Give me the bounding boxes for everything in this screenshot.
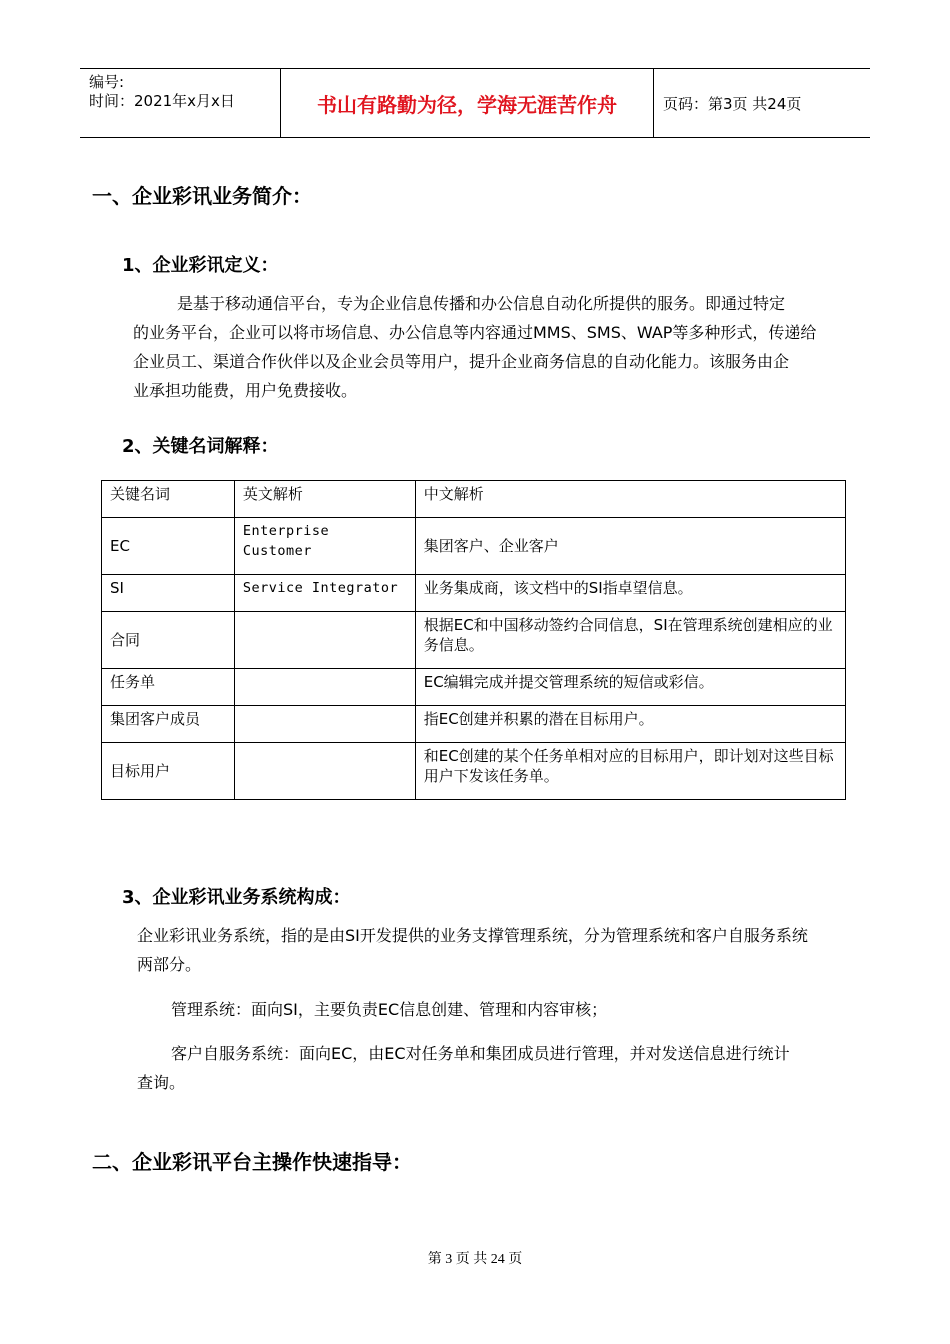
section1-title: 一、企业彩讯业务简介： <box>92 184 312 208</box>
serial-label: 编号: <box>89 73 125 91</box>
intro-line: 企业彩讯业务系统，指的是由SI开发提供的业务支撑管理系统，分为管理系统和客户自服务系统 <box>137 926 808 945</box>
definition-line: 企业员工、渠道合作伙伴以及企业会员等用户，提升企业商务信息的自动化能力。该服务由企 <box>133 352 790 371</box>
english-cell: Service Integrator <box>234 575 415 612</box>
table-row <box>102 518 846 575</box>
page-header <box>80 68 870 138</box>
column-header: 关键名词 <box>102 481 235 518</box>
term-cell: 任务单 <box>102 669 235 706</box>
sub1-title: 1、企业彩讯定义： <box>122 255 279 276</box>
management-system-text: 管理系统：面向SI，主要负责EC信息创建、管理和内容审核； <box>171 1000 608 1019</box>
term-cell: 目标用户 <box>102 743 235 800</box>
chinese-cell: 集团客户、企业客户 <box>415 518 845 575</box>
definition-line: 业承担功能费，用户免费接收。 <box>133 381 358 400</box>
column-header: 中文解析 <box>415 481 845 518</box>
system-intro <box>137 921 867 979</box>
table-header-row <box>102 481 846 518</box>
english-cell <box>234 669 415 706</box>
definition-paragraph <box>133 289 863 405</box>
chinese-cell: EC编辑完成并提交管理系统的短信或彩信。 <box>415 669 845 706</box>
table-row <box>102 575 846 612</box>
sub2-title: 2、关键名词解释： <box>122 436 279 457</box>
header-motto: 书山有路勤为径，学海无涯苦作舟 <box>281 69 654 137</box>
chinese-cell: 根据EC和中国移动签约合同信息，SI在管理系统创建相应的业务信息。 <box>415 612 845 669</box>
header-page-info: 页码：第3页 共24页 <box>663 94 802 113</box>
client-system-text <box>137 1039 867 1097</box>
table-row <box>102 612 846 669</box>
table-row <box>102 669 846 706</box>
english-cell: Enterprise Customer <box>234 518 415 575</box>
sub3-title: 3、企业彩讯业务系统构成： <box>122 887 351 908</box>
english-cell <box>234 706 415 743</box>
term-cell: 集团客户成员 <box>102 706 235 743</box>
definition-line: 是基于移动通信平台，专为企业信息传播和办公信息自动化所提供的服务。即通过特定 <box>177 294 786 313</box>
time-label: 时间：2021年x月x日 <box>89 92 235 110</box>
intro-line: 两部分。 <box>137 955 202 974</box>
table-row <box>102 706 846 743</box>
page-footer: 第 3 页 共 24 页 <box>427 1252 523 1267</box>
section2-title: 二、企业彩讯平台主操作快速指导： <box>92 1150 412 1174</box>
term-cell: 合同 <box>102 612 235 669</box>
chinese-cell: 和EC创建的某个任务单相对应的目标用户，即计划对这些目标用户下发该任务单。 <box>415 743 845 800</box>
header-meta <box>80 69 281 137</box>
english-cell <box>234 743 415 800</box>
column-header: 英文解析 <box>234 481 415 518</box>
table-row <box>102 743 846 800</box>
english-cell <box>234 612 415 669</box>
definition-line: 的业务平台，企业可以将市场信息、办公信息等内容通过MMS、SMS、WAP等多种形式，传递给 <box>133 323 817 342</box>
chinese-cell: 业务集成商，该文档中的SI指卓望信息。 <box>415 575 845 612</box>
term-cell: SI <box>102 575 235 612</box>
term-cell: EC <box>102 518 235 575</box>
chinese-cell: 指EC创建并积累的潜在目标用户。 <box>415 706 845 743</box>
client-line: 查询。 <box>137 1073 186 1092</box>
client-line: 客户自服务系统：面向EC，由EC对任务单和集团成员进行管理，并对发送信息进行统计 <box>171 1044 790 1063</box>
terms-table <box>101 480 846 800</box>
